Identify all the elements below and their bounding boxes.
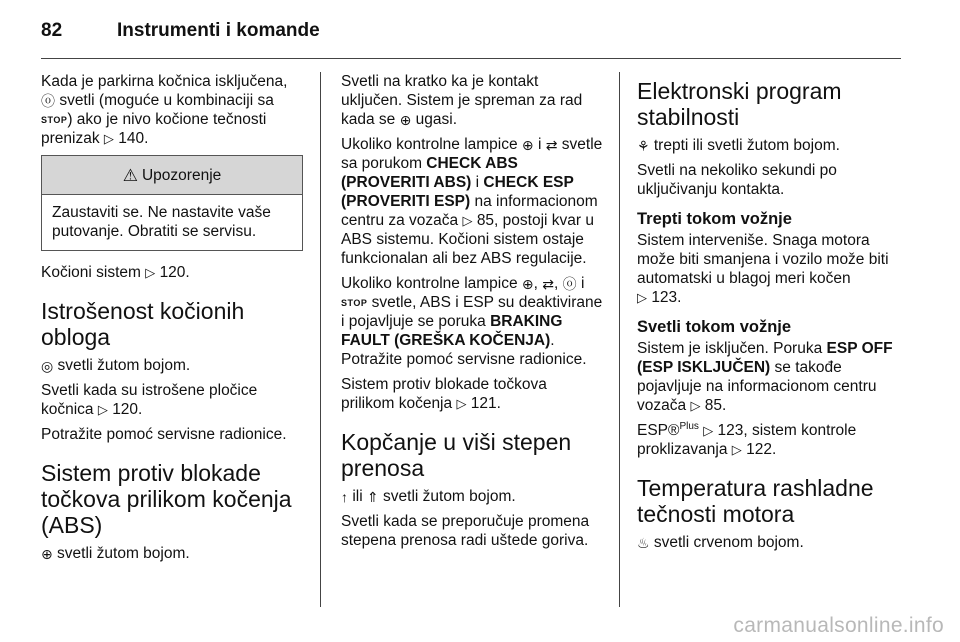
shift-up-icon: ↑ (341, 489, 348, 505)
heading-abs: Sistem protiv blokade točkova prilikom kočenja (ABS) (41, 460, 292, 538)
heading-on-while-driving: Svetli tokom vožnje (637, 318, 792, 336)
abs-icon: ⊕ (521, 137, 534, 153)
page-title: Instrumenti i komande (117, 20, 320, 41)
column-divider-1 (320, 72, 321, 607)
shift-up-double-icon: ⇑ (366, 489, 379, 505)
reference-arrow-icon: ▷ (103, 131, 114, 146)
stop-icon: STOP (41, 115, 68, 125)
brake-system-paragraph: Kočioni sistem ▷ 120. (41, 264, 190, 281)
brake-wear-icon: ◎ (41, 358, 54, 374)
header-divider (41, 58, 901, 59)
reference-arrow-icon: ▷ (456, 396, 467, 411)
heading-shift: Kopčanje u viši stepen prenosa (341, 429, 572, 481)
column-1: Kada je parkirna kočnica isključena, ⓞ svetli (moguće u kombinaciji sa STOP) ako je nivo kočione tečnosti prenizak ▷ 140. ⚠ Upozorenje Zaustaviti se. Ne nastavite vaše putovanje. Obratiti se servisu. Kočioni sistem ▷ 120. Istrošenost kočionih obloga ◎ svetli žutom bojom. Svetli kada su istrošene pločice kočnica ▷ 120. Potražite pomoć servisne radionice. Sistem protiv blokade točkova prilikom kočenja (ABS) ⊕ svetli žutom bojom. (41, 72, 303, 569)
heading-coolant-temperature: Temperatura rashladne tečnosti motora (637, 475, 874, 527)
brake-warning-icon: ⓞ (41, 93, 55, 109)
coolant-temperature-icon: ♨ (637, 535, 650, 551)
reference-arrow-icon: ▷ (637, 290, 647, 305)
esp-icon: ⚘ (637, 138, 650, 154)
brake-warning-icon: ⓞ (562, 276, 577, 292)
reference-arrow-icon: ▷ (462, 213, 473, 228)
reference-arrow-icon: ▷ (731, 442, 742, 457)
abs-icon: ⊕ (399, 112, 412, 128)
skid-icon: ⇄ (542, 276, 555, 292)
watermark: carmanualsonline.info (733, 614, 944, 637)
heading-brake-wear: Istrošenost kočionih obloga (41, 298, 245, 350)
reference-arrow-icon: ▷ (97, 402, 108, 417)
heading-esp: Elektronski program stabilnosti (637, 78, 842, 130)
page-number: 82 (41, 20, 63, 41)
reference-arrow-icon: ▷ (703, 423, 714, 438)
abs-icon: ⊕ (521, 276, 534, 292)
column-2: Svetli na kratko ka je kontakt uključen. Sistem je spreman za rad kada se ⊕ ugasi. Ukoliko kontrolne lampice ⊕ i ⇄ svetle sa porukom CHECK ABS (PROVERITI ABS) i CHECK ESP (PROVERITI ESP) na informacionom centru za vozača ▷ 85, postoji kvar u ABS sistemu. Kočioni sistem ostaje funkcionalan ali bez ABS regulacije. Ukoliko kontrolne lampice ⊕, ⇄, ⓞ i STOP svetle, ABS i ESP su deaktivirane i pojavljuje se poruka BRAKING FAULT (GREŠKA KOČENJA). Potražite pomoć servisne radionice. Sistem protiv blokade točkova prilikom kočenja ▷ 121. Kopčanje u viši stepen prenosa ↑ ili ⇑ svetli žutom bojom. Svetli kada se preporučuje promena stepena prenosa radi uštede goriva. (341, 73, 603, 549)
reference-arrow-icon: ▷ (145, 265, 156, 280)
parking-brake-paragraph: Kada je parkirna kočnica isključena, ⓞ svetli (moguće u kombinaciji sa STOP) ako je nivo kočione tečnosti prenizak ▷ 140. (41, 73, 288, 147)
warning-text: Zaustaviti se. Ne nastavite vaše putovanje. Obratiti se servisu. (52, 204, 271, 240)
column-3: Elektronski program stabilnosti ⚘ trepti ili svetli žutom bojom. Svetli na nekoliko sekundi po uključivanju kontakta. Trepti tokom vožnje Sistem interveniše. Snaga motora može biti smanjena i vozilo može biti automatski u blagoj meri kočen ▷ 123. Svetli tokom vožnje Sistem je isključen. Poruka ESP OFF (ESP ISKLJUČEN) se takođe pojavljuje na informacionom centru vozača ▷ 85. ESP®$^{Plus}$ ▷ 123, sistem kontrole proklizavanja ▷ 122. Temperatura rashladne tečnosti motora ♨ svetli crvenom bojom. (637, 72, 903, 558)
abs-icon: ⊕ (41, 546, 53, 562)
warning-triangle-icon: ⚠ (122, 165, 138, 185)
stop-icon: STOP (341, 298, 368, 308)
heading-blinks-while-driving: Trepti tokom vožnje (637, 210, 792, 228)
warning-box (41, 155, 303, 251)
page-header (41, 14, 901, 54)
skid-icon: ⇄ (545, 137, 558, 153)
warning-header: ⚠ Upozorenje (42, 156, 302, 195)
column-divider-2 (619, 72, 620, 607)
reference-arrow-icon: ▷ (690, 398, 701, 413)
